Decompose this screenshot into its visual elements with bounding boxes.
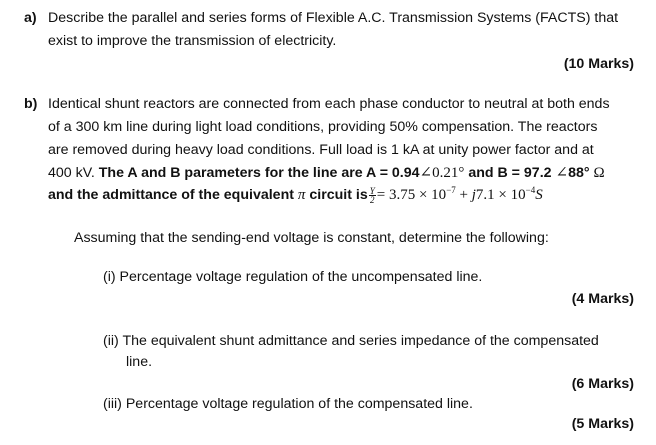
circuit-is-text: circuit is bbox=[309, 187, 368, 203]
part-a-label: a) bbox=[24, 10, 37, 26]
plus-sign: + bbox=[459, 187, 468, 203]
parameter-b-text: and B = 97.2 bbox=[468, 165, 552, 181]
exponent-1: −7 bbox=[446, 185, 456, 195]
abcd-parameters-text: The A and B parameters for the line are A = 0.94 bbox=[98, 165, 420, 181]
siemens-unit: S bbox=[535, 187, 543, 203]
angle-symbol-icon: ∠ bbox=[555, 165, 569, 181]
part-b-line-2: of a 300 km line during light load conditions, providing 50% compensation. The reactors bbox=[48, 119, 598, 135]
fraction-y-over-2 bbox=[369, 187, 376, 204]
voltage-text: 400 kV. bbox=[48, 165, 95, 181]
j-operator: j bbox=[471, 187, 476, 203]
admittance-equation bbox=[377, 187, 543, 203]
question-ii-line-2: line. bbox=[126, 354, 153, 370]
part-a-line-1: Describe the parallel and series forms of Flexible A.C. Transmission Systems (FACTS) that bbox=[48, 10, 619, 26]
question-i-marks: (4 Marks) bbox=[571, 291, 634, 307]
part-b-line-4 bbox=[48, 164, 605, 182]
fraction-numerator: Y bbox=[369, 185, 375, 196]
question-i: (i) Percentage voltage regulation of the uncompensated line. bbox=[103, 269, 483, 285]
part-a-line-2: exist to improve the transmission of electricity. bbox=[48, 33, 337, 49]
question-iii: (iii) Percentage voltage regulation of the compensated line. bbox=[103, 396, 473, 412]
fraction-denominator: 2 bbox=[370, 194, 375, 205]
angle-b-value: 88° bbox=[568, 165, 590, 181]
equation-first-term: = 3.75 × 10 bbox=[376, 187, 447, 203]
exponent-2: −4 bbox=[525, 185, 536, 195]
part-a-marks: (10 Marks) bbox=[563, 56, 634, 72]
question-ii-line-1: (ii) The equivalent shunt admittance and series impedance of the compensated bbox=[103, 333, 599, 349]
assumption-text: Assuming that the sending-end voltage is constant, determine the following: bbox=[74, 230, 549, 246]
angle-symbol-icon: ∠ bbox=[419, 165, 433, 181]
pi-symbol: π bbox=[297, 187, 306, 203]
part-b-label: b) bbox=[24, 96, 38, 112]
part-b-line-5 bbox=[48, 186, 543, 204]
question-ii-marks: (6 Marks) bbox=[571, 376, 634, 392]
equation-second-term: 7.1 × 10 bbox=[475, 187, 526, 203]
admittance-text: and the admittance of the equivalent bbox=[48, 187, 294, 203]
ohm-unit: Ω bbox=[593, 165, 605, 181]
angle-a-value: 0.21° bbox=[432, 165, 465, 181]
part-b-line-3: are removed during heavy load conditions. Full load is 1 kA at unity power factor and at bbox=[48, 142, 594, 158]
question-iii-marks: (5 Marks) bbox=[571, 416, 634, 432]
part-b-line-1: Identical shunt reactors are connected from each phase conductor to neutral at both ends bbox=[48, 96, 610, 112]
